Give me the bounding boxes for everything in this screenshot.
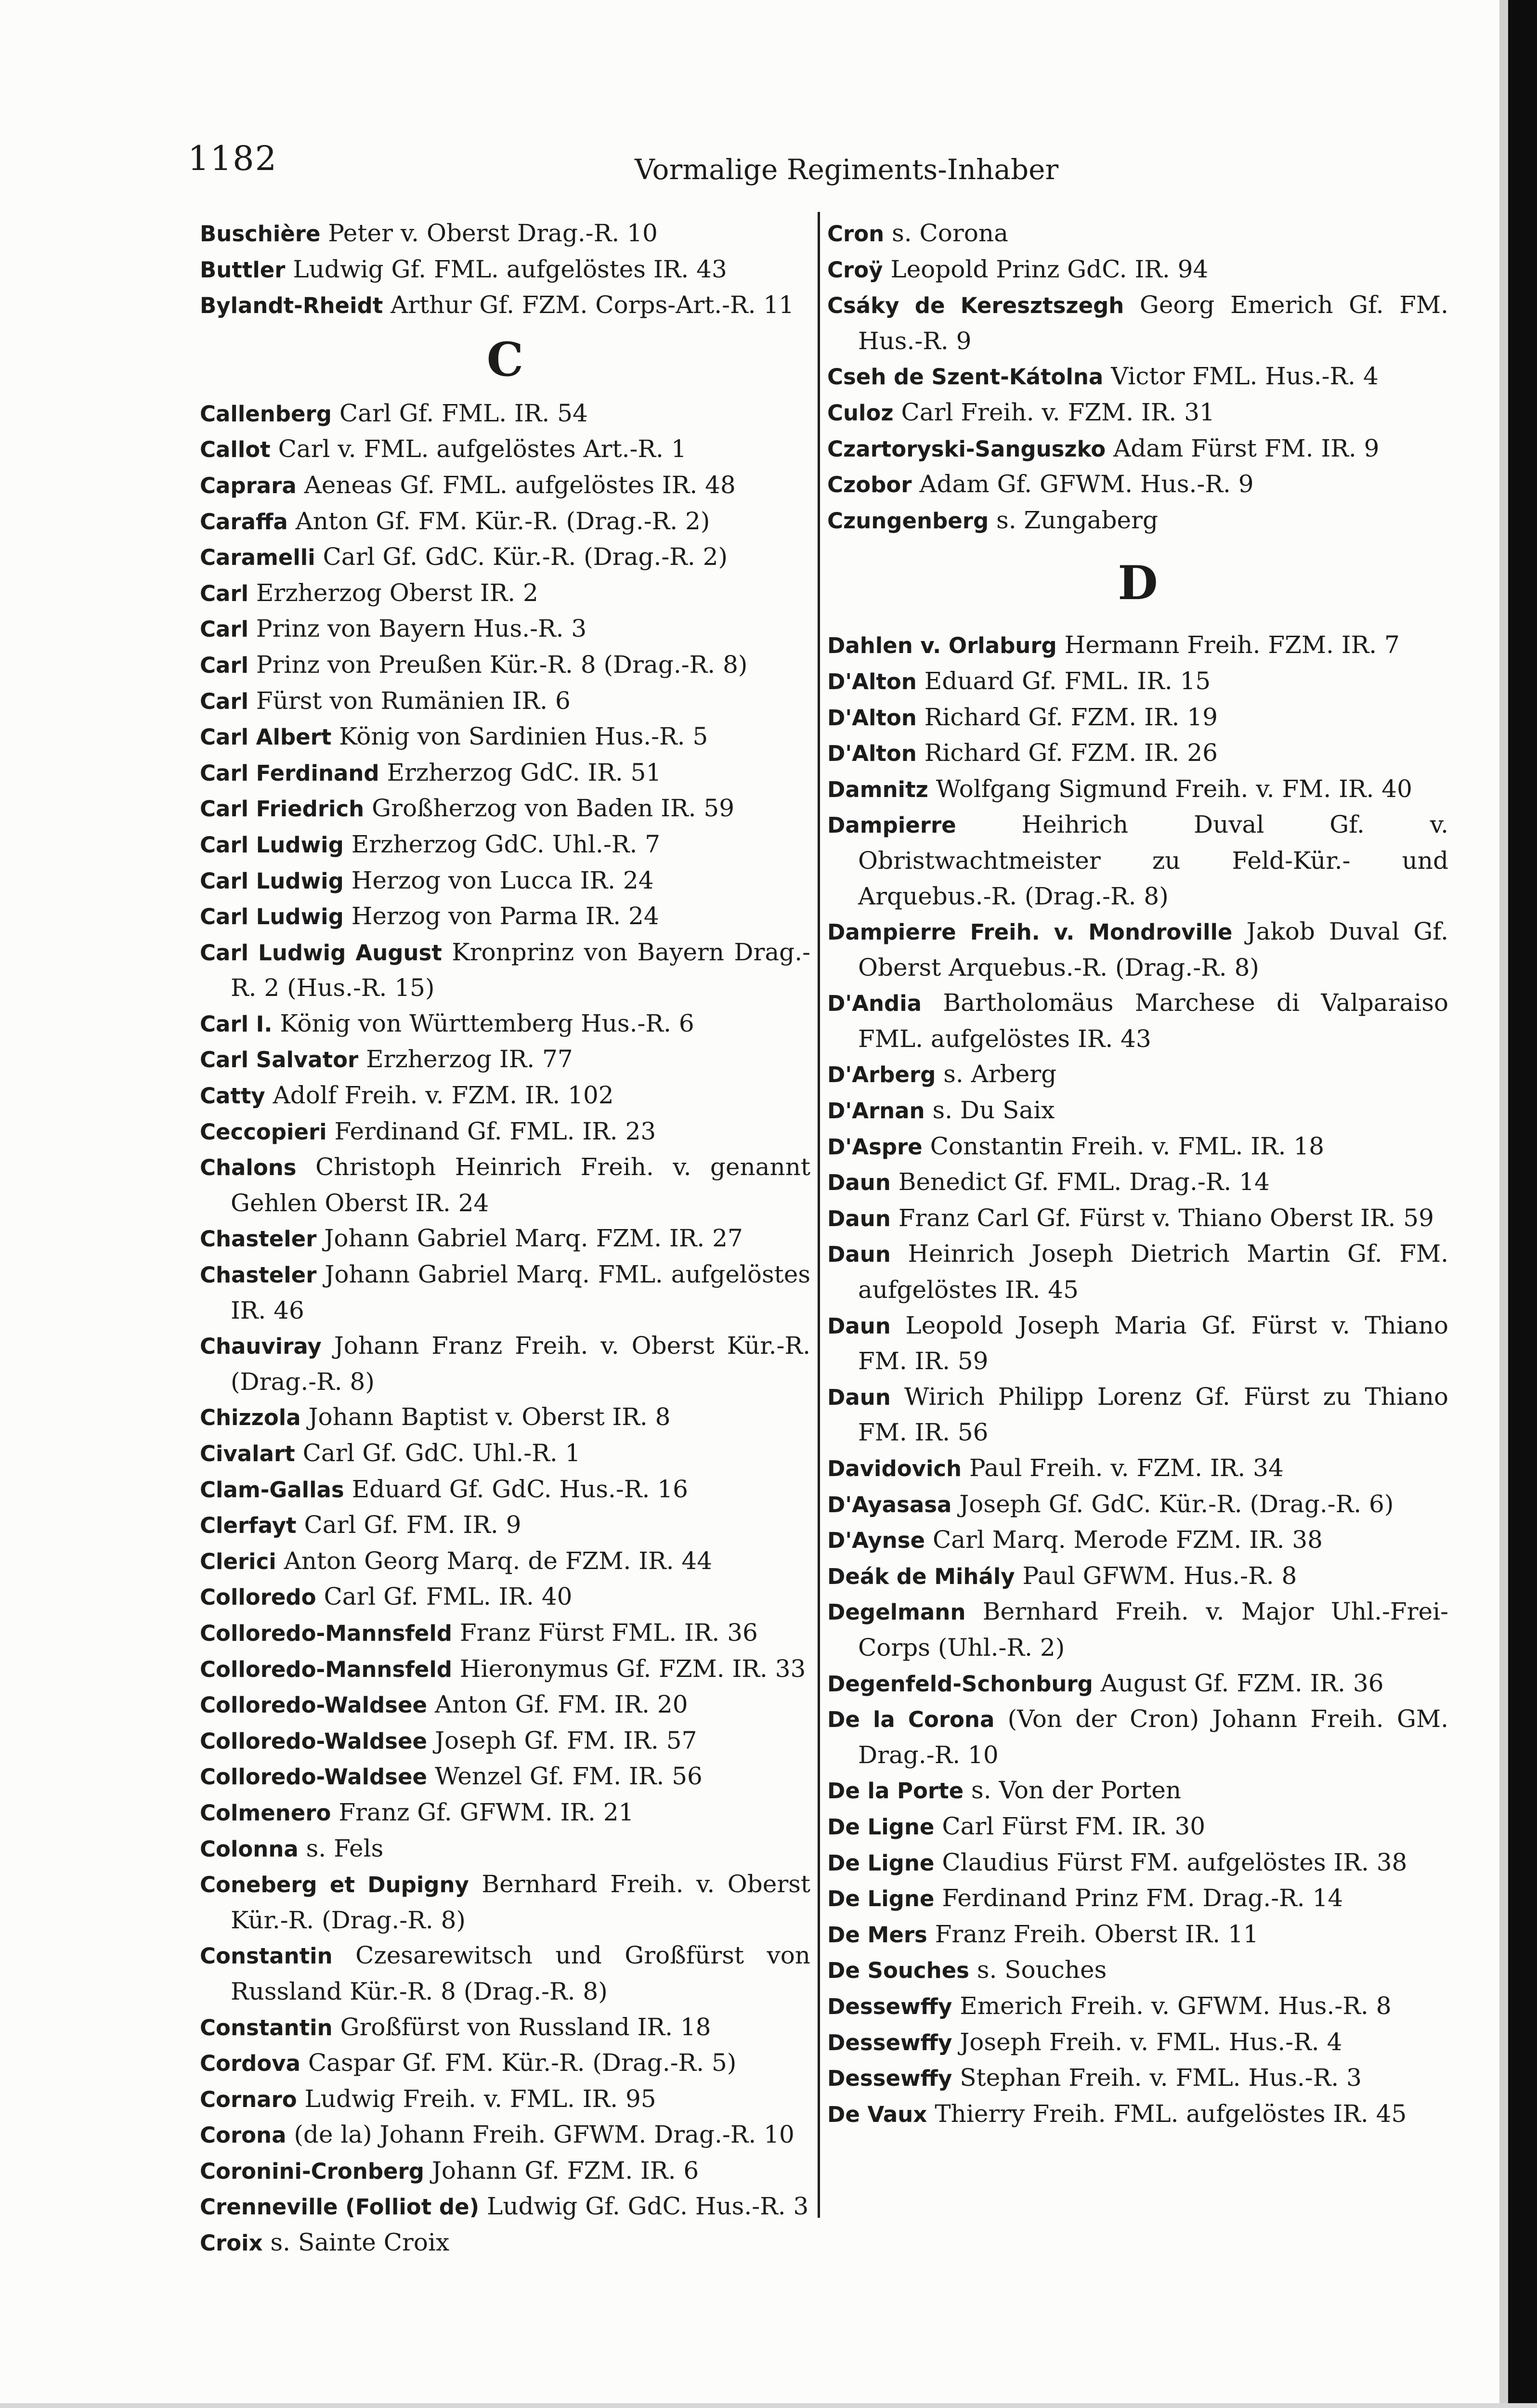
- index-entry: [200, 1938, 810, 2009]
- entry-name: Davidovich: [827, 1456, 962, 1481]
- entry-name: Colloredo-Waldsee: [200, 1692, 428, 1718]
- index-entry: [827, 2025, 1448, 2061]
- entry-details: Heihrich Duval Gf. v. Obristwachtmeister zu Feld-Kür.- und Arquebus.-R. (Drag.-R. 8): [858, 811, 1448, 910]
- entry-details: Bartholomäus Marchese di Valparaiso FML. aufgelöstes IR. 43: [858, 989, 1448, 1053]
- entry-name: Corona: [200, 2122, 287, 2148]
- index-entry: [200, 252, 810, 288]
- section-letter: D: [1118, 556, 1158, 611]
- entry-details: Richard Gf. FZM. IR. 19: [924, 703, 1218, 731]
- entry-details: Georg Emerich Gf. FM. Hus.-R. 9: [858, 291, 1448, 355]
- entry-name: Daun: [827, 1205, 891, 1231]
- entry-name: Degelmann: [827, 1599, 966, 1625]
- entry-name: Callenberg: [200, 401, 332, 427]
- entry-name: De Vaux: [827, 2101, 927, 2127]
- entry-name: Croÿ: [827, 257, 883, 283]
- entry-name: Colloredo-Waldsee: [200, 1764, 428, 1790]
- index-entry: [827, 1201, 1448, 1237]
- index-entry: [200, 1687, 810, 1723]
- entry-name: Dessewffy: [827, 2066, 952, 2092]
- entry-name: Cordova: [200, 2051, 300, 2077]
- entry-details: August Gf. FZM. IR. 36: [1100, 1669, 1384, 1697]
- entry-details: Carl Fürst FM. IR. 30: [942, 1812, 1206, 1840]
- entry-name: Callot: [200, 437, 271, 463]
- entry-name: Dampierre: [827, 812, 956, 838]
- entry-name: Csáky de Keresztszegh: [827, 293, 1124, 319]
- index-entry: [827, 1487, 1448, 1523]
- entry-details: Bernhard Freih. v. Major Uhl.-Frei-Corps (Uhl.-R. 2): [858, 1597, 1448, 1662]
- entry-name: Dahlen v. Orlaburg: [827, 633, 1057, 659]
- entry-details: Carl Marq. Merode FZM. IR. 38: [932, 1526, 1323, 1554]
- entry-details: Caspar Gf. FM. Kür.-R. (Drag.-R. 5): [308, 2049, 737, 2077]
- entry-name: Caprara: [200, 472, 297, 498]
- entry-name: Degenfeld-Schonburg: [827, 1671, 1093, 1697]
- entry-name: De Ligne: [827, 1886, 935, 1912]
- index-entry: [827, 2096, 1448, 2133]
- index-entry: [200, 468, 810, 504]
- entry-details: s. Von der Porten: [971, 1776, 1182, 1805]
- index-entry: [827, 2060, 1448, 2096]
- entry-details: Carl Gf. GdC. Kür.-R. (Drag.-R. 2): [323, 543, 728, 571]
- entry-details: Arthur Gf. FZM. Corps-Art.-R. 11: [391, 291, 795, 319]
- entry-details: s. Du Saix: [932, 1096, 1055, 1125]
- index-entry: [200, 1651, 810, 1688]
- entry-details: Joseph Freih. v. FML. Hus.-R. 4: [960, 2028, 1342, 2056]
- index-entry: [200, 2010, 810, 2046]
- index-entry: [200, 827, 810, 863]
- entry-name: D'Alton: [827, 741, 917, 767]
- index-entry: [200, 1006, 810, 1042]
- entry-name: Culoz: [827, 400, 894, 426]
- index-entry: [827, 288, 1448, 359]
- entry-details: Hermann Freih. FZM. IR. 7: [1064, 631, 1400, 659]
- index-entry: [200, 899, 810, 935]
- index-entry: [827, 1952, 1448, 1989]
- left-column: [200, 216, 810, 2261]
- entry-name: Damnitz: [827, 776, 928, 802]
- entry-details: Erzherzog Oberst IR. 2: [256, 578, 538, 607]
- entry-name: Constantin: [200, 1943, 333, 1969]
- index-entry: [827, 1809, 1448, 1845]
- entry-details: König von Württemberg Hus.-R. 6: [280, 1009, 694, 1037]
- entry-name: Carl Albert: [200, 724, 332, 750]
- index-entry: [200, 539, 810, 576]
- scan-bottom-border: [0, 2403, 1537, 2408]
- index-entry: [200, 791, 810, 827]
- entry-name: De Ligne: [827, 1850, 935, 1876]
- entry-details: (Von der Cron) Johann Freih. GM. Drag.-R. 10: [858, 1705, 1448, 1769]
- index-entry: [200, 683, 810, 720]
- entry-details: Großherzog von Baden IR. 59: [372, 794, 735, 823]
- entry-details: Adam Fürst FM. IR. 9: [1113, 434, 1380, 462]
- entry-details: Prinz von Preußen Kür.-R. 8 (Drag.-R. 8): [256, 650, 748, 679]
- index-entry: [827, 503, 1448, 539]
- entry-name: Carl Friedrich: [200, 796, 365, 822]
- entry-details: Erzherzog GdC. IR. 51: [387, 758, 662, 786]
- index-entry: [200, 2225, 810, 2261]
- entry-name: Czobor: [827, 472, 912, 498]
- entry-details: Leopold Joseph Maria Gf. Fürst v. Thiano FM. IR. 59: [858, 1311, 1448, 1375]
- index-entry: [200, 755, 810, 791]
- entry-name: Cornaro: [200, 2086, 297, 2112]
- entry-details: Ferdinand Prinz FM. Drag.-R. 14: [942, 1884, 1343, 1912]
- entry-details: Großfürst von Russland IR. 18: [340, 2013, 711, 2041]
- index-entry: [827, 467, 1448, 503]
- entry-name: Colloredo-Mannsfeld: [200, 1656, 452, 1682]
- entry-details: Wolfgang Sigmund Freih. v. FM. IR. 40: [936, 774, 1412, 803]
- index-entry: [200, 719, 810, 755]
- index-entry: [200, 1615, 810, 1651]
- entry-name: Ceccopieri: [200, 1119, 327, 1145]
- index-entry: [827, 1701, 1448, 1773]
- index-entry: [200, 1579, 810, 1615]
- entry-name: D'Arnan: [827, 1098, 925, 1124]
- entry-details: Ludwig Gf. FML. aufgelöstes IR. 43: [293, 255, 727, 283]
- entry-details: s. Sainte Croix: [270, 2228, 450, 2257]
- entry-details: Benedict Gf. FML. Drag.-R. 14: [898, 1168, 1270, 1196]
- entry-name: Constantin: [200, 2015, 333, 2041]
- index-entry: [200, 2045, 810, 2081]
- entry-details: Emerich Freih. v. GFWM. Hus.-R. 8: [960, 1991, 1392, 2020]
- entry-details: Ludwig Freih. v. FML. IR. 95: [304, 2084, 656, 2113]
- entry-details: Carl Gf. FML. IR. 40: [324, 1583, 573, 1611]
- index-entry: [827, 772, 1448, 808]
- entry-details: Victor FML. Hus.-R. 4: [1111, 362, 1379, 391]
- entry-details: Adam Gf. GFWM. Hus.-R. 9: [919, 470, 1254, 498]
- entry-name: Colonna: [200, 1836, 299, 1862]
- entry-details: Kronprinz von Bayern Drag.-R. 2 (Hus.-R. 15): [231, 938, 810, 1002]
- index-entry: [200, 396, 810, 432]
- entry-details: s. Zungaberg: [996, 506, 1159, 534]
- index-entry: [200, 432, 810, 468]
- entry-name: Colloredo-Mannsfeld: [200, 1620, 452, 1646]
- index-entry: [200, 576, 810, 612]
- entry-details: Herzog von Parma IR. 24: [351, 902, 659, 930]
- index-entry: [200, 2081, 810, 2118]
- entry-name: Carl Ludwig August: [200, 940, 442, 966]
- entry-details: Johann Franz Freih. v. Oberst Kür.-R. (Drag.-R. 8): [231, 1332, 810, 1396]
- index-entry: [827, 700, 1448, 736]
- index-entry: [827, 807, 1448, 914]
- entry-details: Stephan Freih. v. FML. Hus.-R. 3: [960, 2064, 1362, 2092]
- index-entry: [200, 1042, 810, 1078]
- index-entry: [827, 216, 1448, 252]
- entry-details: Erzherzog GdC. Uhl.-R. 7: [351, 830, 661, 858]
- entry-name: Coneberg et Dupigny: [200, 1872, 469, 1898]
- entry-details: Claudius Fürst FM. aufgelöstes IR. 38: [942, 1848, 1407, 1876]
- index-entry: [827, 985, 1448, 1057]
- index-entry: [827, 914, 1448, 985]
- entry-name: Daun: [827, 1170, 891, 1196]
- entry-details: Richard Gf. FZM. IR. 26: [924, 739, 1218, 767]
- index-entry: [827, 431, 1448, 467]
- entry-name: Civalart: [200, 1441, 295, 1466]
- page-number: 1182: [188, 139, 278, 178]
- entry-name: Catty: [200, 1083, 265, 1109]
- entry-name: Carl: [200, 616, 249, 642]
- entry-name: Dampierre Freih. v. Mondroville: [827, 919, 1233, 945]
- entry-name: Carl Ludwig: [200, 904, 344, 930]
- index-entry: [200, 1436, 810, 1472]
- entry-name: Chizzola: [200, 1405, 301, 1431]
- entry-name: Chalons: [200, 1155, 297, 1181]
- entry-details: Thierry Freih. FML. aufgelöstes IR. 45: [935, 2099, 1407, 2128]
- index-entry: [827, 1057, 1448, 1093]
- entry-name: Buschière: [200, 221, 321, 247]
- entry-details: s. Fels: [306, 1834, 384, 1862]
- entry-details: Peter v. Oberst Drag.-R. 10: [328, 219, 658, 247]
- index-entry: [200, 863, 810, 899]
- entry-name: Daun: [827, 1242, 891, 1268]
- page-edge-shadow: [1499, 0, 1508, 2408]
- index-entry: [827, 1165, 1448, 1201]
- entry-name: Caraffa: [200, 509, 288, 535]
- entry-details: Bernhard Freih. v. Oberst Kür.-R. (Drag.-R. 8): [231, 1870, 810, 1934]
- entry-name: Bylandt-Rheidt: [200, 293, 383, 319]
- index-entry: [200, 216, 810, 252]
- entry-details: Wenzel Gf. FM. IR. 56: [434, 1762, 703, 1791]
- index-entry: [200, 1150, 810, 1221]
- index-entry: [200, 1867, 810, 1938]
- entry-name: Cseh de Szent-Kátolna: [827, 364, 1104, 390]
- entry-details: Prinz von Bayern Hus.-R. 3: [256, 615, 587, 643]
- entry-details: Fürst von Rumänien IR. 6: [256, 686, 571, 715]
- index-entry: [827, 1129, 1448, 1165]
- index-entry: [200, 1078, 810, 1114]
- index-entry: [200, 288, 810, 324]
- index-entry: [200, 647, 810, 683]
- entry-details: Eduard Gf. FML. IR. 15: [924, 667, 1211, 695]
- entry-name: Czartoryski-Sanguszko: [827, 436, 1106, 462]
- entry-details: Heinrich Joseph Dietrich Martin Gf. FM. aufgelöstes IR. 45: [858, 1240, 1448, 1304]
- entry-details: Leopold Prinz GdC. IR. 94: [890, 255, 1209, 283]
- entry-name: Crenneville (Folliot de): [200, 2194, 480, 2220]
- column-divider: [818, 212, 820, 2218]
- entry-name: Czungenberg: [827, 508, 989, 534]
- entry-name: Daun: [827, 1313, 891, 1339]
- index-entry: [827, 1917, 1448, 1953]
- entry-details: Paul Freih. v. FZM. IR. 34: [969, 1454, 1284, 1482]
- entry-details: Eduard Gf. GdC. Hus.-R. 16: [352, 1475, 688, 1503]
- index-entry: [200, 1795, 810, 1831]
- running-title: Vormalige Regiments-Inhaber: [635, 153, 1059, 186]
- entry-details: Constantin Freih. v. FML. IR. 18: [930, 1132, 1325, 1160]
- entry-details: Johann Gabriel Marq. FML. aufgelöstes IR. 46: [231, 1260, 810, 1324]
- index-entry: [827, 252, 1448, 288]
- entry-details: Franz Fürst FML. IR. 36: [459, 1618, 758, 1647]
- entry-name: Deák de Mihály: [827, 1563, 1015, 1589]
- entry-name: De Ligne: [827, 1814, 935, 1840]
- entry-name: Chauviray: [200, 1334, 322, 1360]
- index-entry: [827, 1558, 1448, 1595]
- entry-name: Caramelli: [200, 545, 315, 571]
- index-entry: [200, 1831, 810, 1867]
- entry-details: Johann Baptist v. Oberst IR. 8: [308, 1403, 671, 1431]
- entry-name: Dessewffy: [827, 1993, 952, 2019]
- index-entry: [200, 2189, 810, 2225]
- entry-details: Anton Georg Marq. de FZM. IR. 44: [284, 1546, 713, 1575]
- entry-name: De Souches: [827, 1958, 969, 1984]
- index-entry: [200, 1400, 810, 1436]
- entry-details: Carl v. FML. aufgelöstes Art.-R. 1: [278, 435, 687, 463]
- index-entry: [200, 2117, 810, 2153]
- entry-name: Clerfayt: [200, 1513, 297, 1539]
- entry-name: De Mers: [827, 1922, 927, 1948]
- entry-name: Chasteler: [200, 1262, 317, 1288]
- entry-name: Colloredo: [200, 1584, 316, 1610]
- index-entry: [200, 611, 810, 647]
- entry-name: Daun: [827, 1384, 891, 1410]
- entry-name: D'Alton: [827, 705, 917, 731]
- index-entry: [827, 1308, 1448, 1379]
- entry-details: (de la) Johann Freih. GFWM. Drag.-R. 10: [294, 2120, 795, 2149]
- entry-details: Joseph Gf. FM. IR. 57: [434, 1726, 697, 1754]
- index-entry: [827, 1451, 1448, 1487]
- entry-details: s. Souches: [977, 1956, 1107, 1984]
- entry-details: Carl Gf. FM. IR. 9: [304, 1511, 521, 1539]
- entry-name: Croix: [200, 2230, 263, 2256]
- entry-name: Buttler: [200, 257, 286, 283]
- index-entry: [200, 1257, 810, 1328]
- index-entry: [200, 1507, 810, 1544]
- entry-details: Franz Carl Gf. Fürst v. Thiano Oberst IR. 59: [898, 1204, 1434, 1232]
- index-entry: [200, 2153, 810, 2189]
- index-entry: [200, 1472, 810, 1508]
- entry-name: Chasteler: [200, 1226, 317, 1252]
- section-letter: C: [486, 332, 524, 387]
- entry-name: De la Porte: [827, 1778, 964, 1804]
- entry-details: Aeneas Gf. FML. aufgelöstes IR. 48: [304, 471, 736, 499]
- entry-details: Franz Gf. GFWM. IR. 21: [339, 1798, 634, 1826]
- index-entry: [827, 1989, 1448, 2025]
- entry-details: Franz Freih. Oberst IR. 11: [935, 1920, 1259, 1948]
- entry-name: D'Aspre: [827, 1134, 923, 1160]
- entry-name: D'Alton: [827, 668, 917, 694]
- entry-details: König von Sardinien Hus.-R. 5: [339, 722, 708, 751]
- index-entry: [827, 1773, 1448, 1809]
- entry-details: Johann Gf. FZM. IR. 6: [431, 2156, 699, 2185]
- entry-details: Ludwig Gf. GdC. Hus.-R. 3: [487, 2192, 809, 2221]
- entry-details: Carl Gf. GdC. Uhl.-R. 1: [302, 1439, 581, 1467]
- entry-details: Ferdinand Gf. FML. IR. 23: [334, 1117, 656, 1145]
- entry-name: D'Arberg: [827, 1062, 936, 1088]
- entry-name: Carl Ludwig: [200, 868, 344, 894]
- entry-details: Wirich Philipp Lorenz Gf. Fürst zu Thiano FM. IR. 56: [858, 1382, 1448, 1447]
- entry-details: Anton Gf. FM. IR. 20: [434, 1690, 688, 1719]
- entry-name: Carl: [200, 580, 249, 606]
- entry-name: Carl I.: [200, 1011, 273, 1037]
- entry-name: Carl Ludwig: [200, 832, 344, 858]
- entry-details: s. Arberg: [943, 1060, 1057, 1088]
- entry-details: Paul GFWM. Hus.-R. 8: [1022, 1561, 1297, 1590]
- entry-details: Adolf Freih. v. FZM. IR. 102: [273, 1081, 614, 1110]
- entry-name: Colmenero: [200, 1800, 331, 1826]
- index-entry: [827, 1093, 1448, 1129]
- entry-name: Carl: [200, 652, 249, 678]
- index-entry: [827, 1845, 1448, 1881]
- index-entry: [200, 1328, 810, 1400]
- entry-details: Hieronymus Gf. FZM. IR. 33: [459, 1654, 806, 1683]
- index-entry: [200, 1544, 810, 1580]
- index-entry: [827, 359, 1448, 395]
- entry-details: Jakob Duval Gf. Oberst Arquebus.-R. (Drag.-R. 8): [858, 917, 1448, 982]
- entry-details: Czesarewitsch und Großfürst von Russland Kür.-R. 8 (Drag.-R. 8): [231, 1941, 810, 2005]
- index-entry: [200, 1221, 810, 1257]
- index-entry: [200, 1723, 810, 1759]
- index-entry: [827, 1522, 1448, 1558]
- entry-details: Carl Gf. FML. IR. 54: [339, 399, 588, 427]
- index-entry: [827, 1236, 1448, 1308]
- index-entry: [200, 504, 810, 540]
- entry-name: D'Aynse: [827, 1528, 925, 1554]
- entry-name: Clam-Gallas: [200, 1477, 344, 1503]
- entry-details: Herzog von Lucca IR. 24: [351, 866, 654, 894]
- entry-name: Coronini-Cronberg: [200, 2158, 424, 2184]
- entry-details: Anton Gf. FM. Kür.-R. (Drag.-R. 2): [295, 507, 710, 535]
- entry-name: Carl Salvator: [200, 1047, 359, 1073]
- entry-details: Carl Freih. v. FZM. IR. 31: [901, 398, 1215, 426]
- entry-details: Christoph Heinrich Freih. v. genannt Gehlen Oberst IR. 24: [231, 1153, 810, 1217]
- entry-name: Cron: [827, 221, 885, 247]
- entry-details: Joseph Gf. GdC. Kür.-R. (Drag.-R. 6): [959, 1490, 1394, 1518]
- index-entry: [827, 395, 1448, 431]
- entry-name: De la Corona: [827, 1707, 995, 1733]
- entry-details: Johann Gabriel Marq. FZM. IR. 27: [324, 1224, 743, 1253]
- index-entry: [200, 935, 810, 1006]
- entry-details: Erzherzog IR. 77: [366, 1045, 573, 1073]
- right-column: [827, 216, 1448, 2132]
- index-entry: [200, 1759, 810, 1795]
- entry-name: D'Andia: [827, 991, 922, 1017]
- entry-name: Clerici: [200, 1548, 276, 1574]
- index-entry: [827, 1666, 1448, 1702]
- index-entry: [200, 1114, 810, 1150]
- index-entry: [827, 1594, 1448, 1665]
- scan-border: [1508, 0, 1537, 2408]
- entry-name: Colloredo-Waldsee: [200, 1728, 428, 1754]
- index-entry: [827, 1881, 1448, 1917]
- entry-details: s. Corona: [892, 219, 1008, 247]
- index-entry: [827, 1379, 1448, 1451]
- entry-name: D'Ayasasa: [827, 1492, 952, 1518]
- entry-name: Carl Ferdinand: [200, 760, 379, 786]
- entry-name: Carl: [200, 688, 249, 714]
- index-entry: [827, 735, 1448, 772]
- index-entry: [827, 628, 1448, 664]
- entry-name: Dessewffy: [827, 2029, 952, 2055]
- index-entry: [827, 664, 1448, 700]
